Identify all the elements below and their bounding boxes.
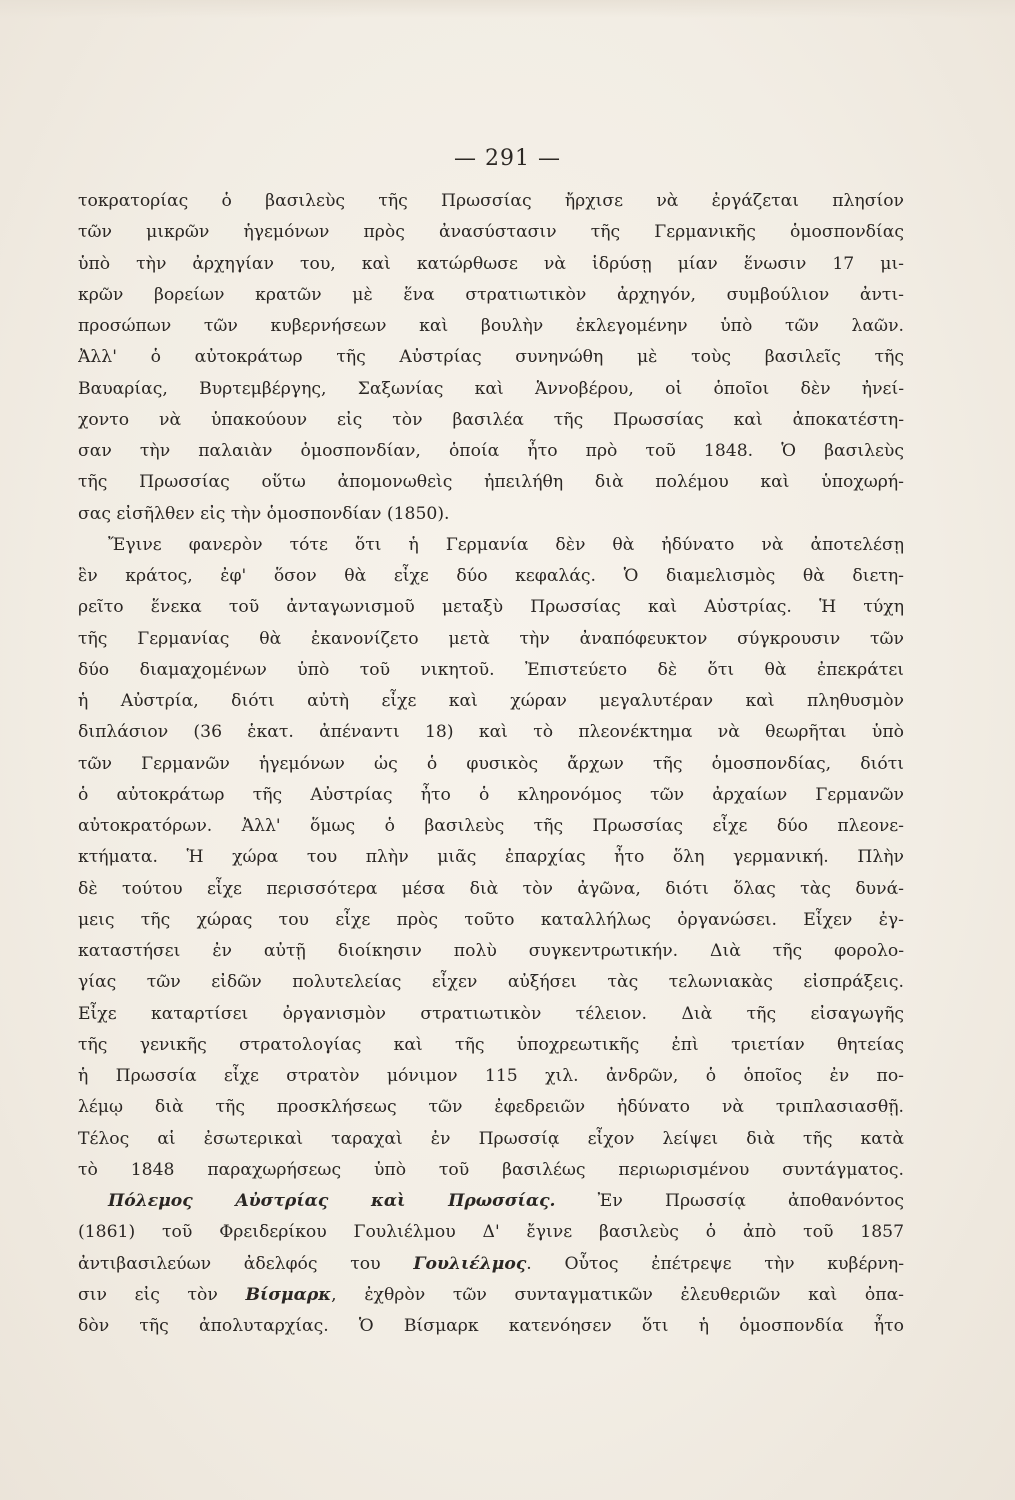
text-line	[78, 280, 904, 311]
line-text: προσώπων τῶν κυβερνήσεων καὶ βουλὴν ἐκλεγομένην ὑπὸ τῶν λαῶν.	[78, 316, 904, 336]
text-line	[78, 186, 904, 217]
line-text: Ἐν Πρωσσίᾳ ἀποθανόντος	[555, 1191, 904, 1211]
line-text: τῶν Γερμανῶν ἡγεμόνων ὡς ὁ φυσικὸς ἄρχων τῆς ὁμοσπονδίας, διότι	[78, 753, 904, 774]
line-text: τοκρατορίας ὁ βασιλεὺς τῆς Πρωσσίας ἤρχισε νὰ ἐργάζεται πλησίον	[78, 191, 904, 211]
line-text: σαν τὴν παλαιὰν ὁμοσπονδίαν, ὁποία ἦτο πρὸ τοῦ 1848. Ὁ βασιλεὺς	[78, 441, 904, 461]
line-text: διπλάσιον (36 ἑκατ. ἀπέναντι 18) καὶ τὸ πλεονέκτημα νὰ θεωρῆται ὑπὸ	[78, 722, 904, 743]
emphasized-name: Βίσμαρκ	[245, 1284, 332, 1305]
line-text: μεις τῆς χώρας του εἶχε πρὸς τοῦτο καταλλήλως ὀργανώσει. Εἶχεν ἐγ-	[78, 909, 904, 930]
line-text: τῆς Πρωσσίας οὕτω ἀπομονωθεὶς ἠπειλήθη διὰ πολέμου καὶ ὑποχωρή-	[78, 472, 904, 493]
line-text: Ἔγινε φανερὸν τότε ὅτι ἡ Γερμανία δὲν θὰ ἠδύνατο νὰ ἀποτελέσῃ	[108, 534, 904, 555]
text-line	[78, 1280, 904, 1311]
text-line	[78, 655, 904, 686]
text-line	[78, 717, 904, 748]
text-line	[78, 405, 904, 436]
line-text: κρῶν βορείων κρατῶν μὲ ἕνα στρατιωτικὸν ἀρχηγόν, συμβούλιον ἀντι-	[78, 284, 904, 305]
line-text: (1861) τοῦ Φρειδερίκου Γουλιέλμου Δ' ἔγινε βασιλεὺς ὁ ἀπὸ τοῦ 1857	[78, 1222, 904, 1243]
text-line	[78, 1092, 904, 1123]
line-text: τῆς γενικῆς στρατολογίας καὶ τῆς ὑποχρεωτικῆς ἐπὶ τριετίαν θητείας	[78, 1034, 904, 1055]
body-text	[78, 186, 904, 1342]
text-line	[78, 749, 904, 780]
text-line	[78, 811, 904, 842]
text-line	[78, 311, 904, 342]
text-line	[78, 467, 904, 498]
text-line	[78, 780, 904, 811]
text-line	[78, 1311, 904, 1342]
line-text: ἓν κράτος, ἐφ' ὅσον θὰ εἶχε δύο κεφαλάς. Ὁ διαμελισμὸς θὰ διετη-	[78, 566, 904, 586]
line-text: ρεῖτο ἕνεκα τοῦ ἀνταγωνισμοῦ μεταξὺ Πρωσσίας καὶ Αὐστρίας. Ἡ τύχη	[78, 597, 904, 618]
line-text: ἀντιβασιλεύων ἀδελφός του	[78, 1253, 414, 1274]
text-line	[78, 1186, 904, 1217]
line-text: Εἶχε καταρτίσει ὀργανισμὸν στρατιωτικὸν τέλειον. Διὰ τῆς εἰσαγωγῆς	[78, 1003, 904, 1024]
line-text: αὐτοκρατόρων. Ἀλλ' ὅμως ὁ βασιλεὺς τῆς Πρωσσίας εἶχε δύο πλεονε-	[78, 816, 904, 836]
line-text: γίας τῶν εἰδῶν πολυτελείας εἶχεν αὐξήσει τὰς τελωνιακὰς εἰσπράξεις.	[78, 972, 904, 993]
line-text: τῆς Γερμανίας θὰ ἐκανονίζετο μετὰ τὴν ἀναπόφευκτον σύγκρουσιν τῶν	[78, 628, 904, 649]
text-line	[78, 1217, 904, 1248]
line-text: δύο διαμαχομένων ὑπὸ τοῦ νικητοῦ. Ἐπιστεύετο δὲ ὅτι θὰ ἐπεκράτει	[78, 659, 904, 680]
text-line	[78, 967, 904, 998]
text-line	[78, 217, 904, 248]
line-text: καταστήσει ἐν αὐτῇ διοίκησιν πολὺ συγκεντρωτικήν. Διὰ τῆς φορολο-	[78, 941, 904, 961]
page-number: — 291 —	[454, 146, 561, 171]
text-line	[78, 530, 904, 561]
section-heading: Πόλεμος Αὐστρίας καὶ Πρωσσίας.	[108, 1191, 556, 1211]
line-text-continued: , ἐχθρὸν τῶν συνταγματικῶν ἐλευθεριῶν καὶ ὀπα-	[331, 1284, 904, 1305]
text-line	[78, 249, 904, 280]
emphasized-name: Γουλιέλμος	[413, 1253, 527, 1274]
text-line	[78, 842, 904, 873]
line-text: λέμῳ διὰ τῆς προσκλήσεως τῶν ἐφεδρειῶν ἠδύνατο νὰ τριπλασιασθῇ.	[78, 1097, 904, 1118]
line-text-continued: . Οὗτος ἐπέτρεψε τὴν κυβέρνη-	[526, 1253, 904, 1274]
text-line	[78, 1124, 904, 1155]
text-line	[78, 342, 904, 373]
text-line	[78, 686, 904, 717]
line-text: χοντο νὰ ὑπακούουν εἰς τὸν βασιλέα τῆς Πρωσσίας καὶ ἀποκατέστη-	[78, 409, 904, 430]
line-text: ἡ Αὐστρία, διότι αὐτὴ εἶχε καὶ χώραν μεγαλυτέραν καὶ πληθυσμὸν	[78, 691, 904, 711]
text-line	[78, 1061, 904, 1092]
text-line	[78, 1249, 904, 1280]
text-line	[78, 999, 904, 1030]
line-text: Ἀλλ' ὁ αὐτοκράτωρ τῆς Αὐστρίας συνηνώθη μὲ τοὺς βασιλεῖς τῆς	[78, 347, 904, 368]
text-line	[78, 561, 904, 592]
text-line	[78, 624, 904, 655]
text-line	[78, 1030, 904, 1061]
line-text: τὸ 1848 παραχωρήσεως ὑπὸ τοῦ βασιλέως περιωρισμένου συντάγματος.	[78, 1159, 904, 1180]
line-text: σιν εἰς τὸν	[78, 1284, 246, 1305]
line-text: Βαυαρίας, Βυρτεμβέργης, Σαξωνίας καὶ Ἁννοβέρου, οἱ ὁποῖοι δὲν ἠνεί-	[78, 378, 904, 399]
text-line	[78, 874, 904, 905]
line-text: δὸν τῆς ἀπολυταρχίας. Ὁ Βίσμαρκ κατενόησεν ὅτι ἡ ὁμοσπονδία ἦτο	[78, 1316, 904, 1336]
line-text: σας εἰσῆλθεν εἰς τὴν ὁμοσπονδίαν (1850).	[78, 503, 450, 524]
line-text: ὑπὸ τὴν ἀρχηγίαν του, καὶ κατώρθωσε νὰ ἱδρύσῃ μίαν ἕνωσιν 17 μι-	[78, 253, 904, 274]
line-text: ὁ αὐτοκράτωρ τῆς Αὐστρίας ἦτο ὁ κληρονόμος τῶν ἀρχαίων Γερμανῶν	[78, 784, 904, 805]
line-text: δὲ τούτου εἶχε περισσότερα μέσα διὰ τὸν ἀγῶνα, διότι ὅλας τὰς δυνά-	[78, 878, 904, 899]
line-text: ἡ Πρωσσία εἶχε στρατὸν μόνιμον 115 χιλ. ἀνδρῶν, ὁ ὁποῖος ἐν πο-	[78, 1066, 904, 1086]
text-line	[78, 592, 904, 623]
text-line	[78, 905, 904, 936]
text-line	[78, 436, 904, 467]
text-line	[78, 499, 904, 530]
line-text: Τέλος αἱ ἐσωτερικαὶ ταραχαὶ ἐν Πρωσσίᾳ εἶχον λείψει διὰ τῆς κατὰ	[78, 1128, 904, 1149]
text-line	[78, 936, 904, 967]
line-text: τῶν μικρῶν ἡγεμόνων πρὸς ἀνασύστασιν τῆς Γερμανικῆς ὁμοσπονδίας	[78, 222, 904, 243]
text-line	[78, 374, 904, 405]
page-edge-shadow	[0, 0, 1015, 18]
text-line	[78, 1155, 904, 1186]
line-text: κτήματα. Ἡ χώρα του πλὴν μιᾶς ἐπαρχίας ἦτο ὅλη γερμανική. Πλὴν	[78, 847, 904, 868]
